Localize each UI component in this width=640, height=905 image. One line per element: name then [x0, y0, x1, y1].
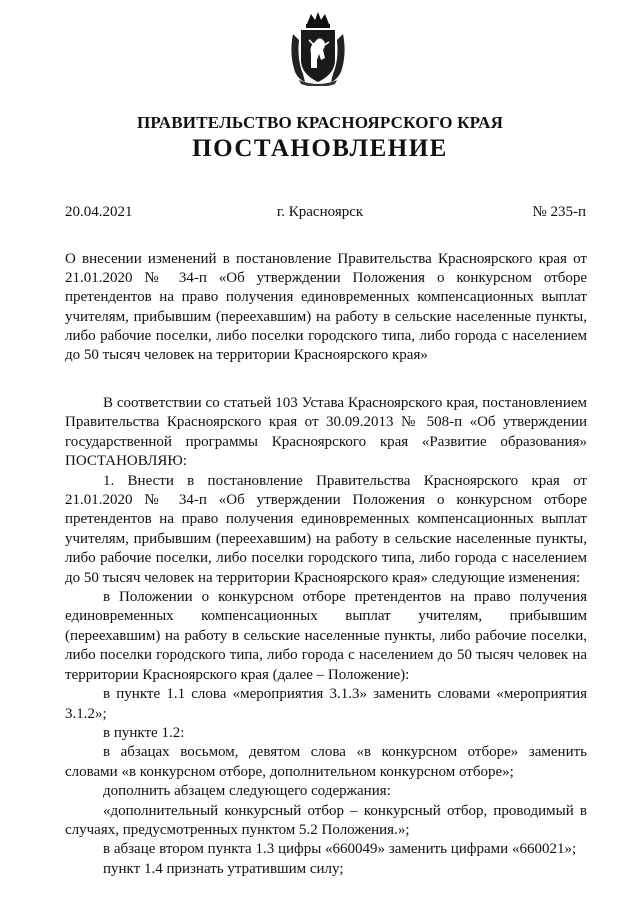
document-subject: О внесении изменений в постановление Правительства Красноярского края от 21.01.2020 № 34-п «Об утверждении Положения о конкурсном отборе претендентов на право получения единовременных компенсационных выплат учителям, прибывшим (переехавшим) на работу в сельские населенные пункты, либо рабочие поселки, либо поселки городского типа, либо города с населением до 50 тысяч человек на территории Красноярского края» — [65, 251, 587, 364]
body-paragraph: в абзаце втором пункта 1.3 цифры «660049» заменить цифрами «660021»; — [103, 841, 577, 858]
body-paragraph: «дополнительный конкурсный отбор – конкурсный отбор, проводимый в случаях, предусмотренных пунктом 5.2 Положения.»; — [65, 802, 587, 838]
document-number: № 235-п — [532, 204, 586, 220]
body-paragraph: пункт 1.4 признать утратившим силу; — [103, 860, 344, 877]
document-type: ПОСТАНОВЛЕНИЕ — [192, 135, 448, 162]
body-paragraph: в пункте 1.2: — [103, 724, 185, 741]
body-paragraph: в абзацах восьмом, девятом слова «в конкурсном отборе» заменить словами «в конкурсном отборе, дополнительном конкурсном отборе»; — [65, 744, 587, 780]
document-date: 20.04.2021 — [65, 204, 133, 220]
body-paragraph: В соответствии со статьей 103 Устава Красноярского края, постановлением Правительства Красноярского края от 30.09.2013 № 508-п «Об утверждении государственной программы Красноярского края «Развитие образования» ПОСТАНОВЛЯЮ: — [65, 395, 587, 470]
body-paragraph: в Положении о конкурсном отборе претендентов на право получения единовременных компенсационных выплат учителям, прибывшим (переехавшим) на работу в сельские населенные пункты, либо рабочие поселки, либо поселки городского типа, либо города с населением до 50 тысяч человек на территории Красноярского края (далее – Положение): — [65, 589, 587, 683]
organization-title: ПРАВИТЕЛЬСТВО КРАСНОЯРСКОГО КРАЯ — [136, 113, 504, 132]
document-body — [65, 394, 587, 879]
coat-of-arms-icon — [289, 10, 347, 86]
body-paragraph: дополнить абзацем следующего содержания: — [103, 783, 391, 800]
document-city: г. Красноярск — [276, 204, 364, 220]
body-paragraph: в пункте 1.1 слова «мероприятия 3.1.3» заменить словами «мероприятия 3.1.2»; — [65, 686, 587, 722]
body-paragraph: 1. Внести в постановление Правительства Красноярского края от 21.01.2020 № 34-п «Об утверждении Положения о конкурсном отборе претендентов на право получения единовременных компенсационных выплат учителям, прибывшим (переехавшим) на работу в сельские населенные пункты, либо рабочие поселки, либо поселки городского типа, либо города с населением до 50 тысяч человек на территории Красноярского края» следующие изменения: — [65, 472, 587, 586]
